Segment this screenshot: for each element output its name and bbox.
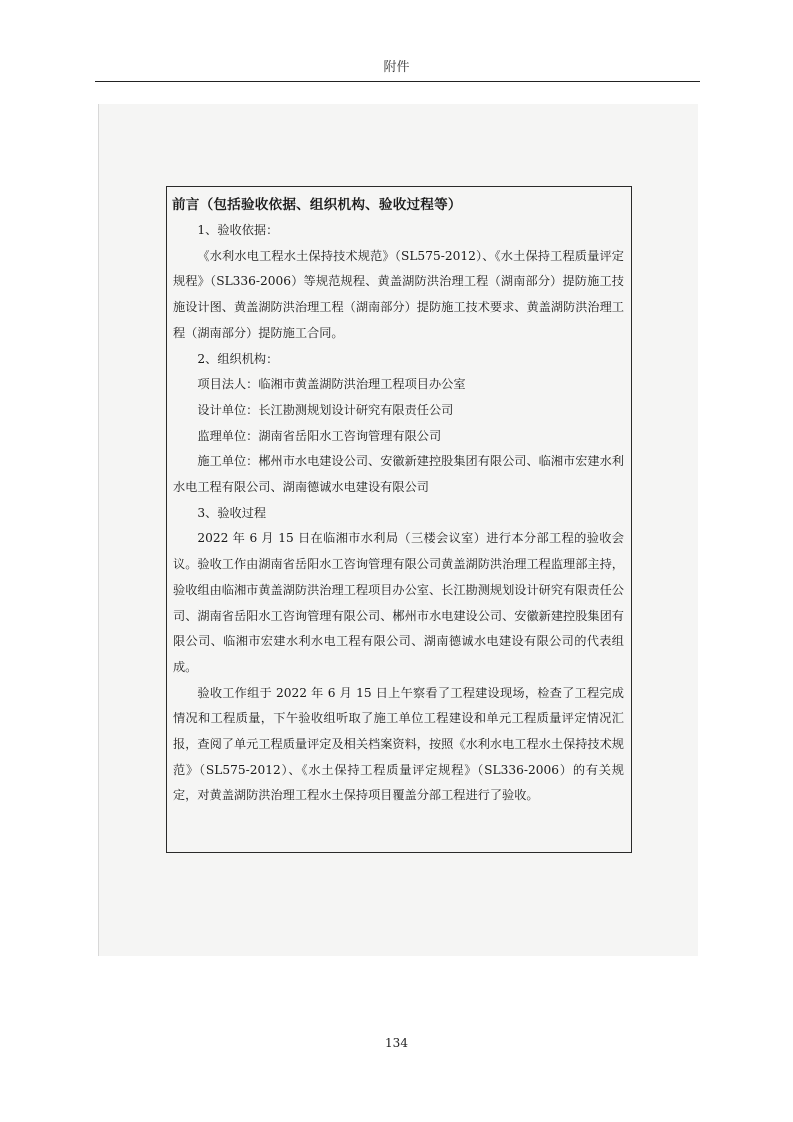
preface-box xyxy=(166,186,632,853)
basis-title: 1、验收依据： xyxy=(197,223,279,237)
page-number: 134 xyxy=(385,1036,408,1050)
organization-project-owner: 项目法人：临湘市黄盖湖防洪治理工程项目办公室 xyxy=(197,377,466,392)
basis-text: 《水利水电工程水土保持技术规范》（SL575-2012）、《水土保持工程质量评定规程》（SL336-2006）等规范规程、黄盖湖防洪治理工程（湖南部分）提防施工技施设计图、黄盖湖防洪治理工程（湖南部分）提防施工技术要求、黄盖湖防洪治理工程（湖南部分）提防施工合同。 xyxy=(173,248,624,340)
organization-construction-units: 施工单位：郴州市水电建设公司、安徽新建控股集团有限公司、临湘市宏建水利水电工程有限公司、湖南德诚水电建设有限公司 xyxy=(173,454,624,495)
process-title: 3、验收过程 xyxy=(197,505,267,520)
organization-design-unit: 设计单位：长江勘测规划设计研究有限责任公司 xyxy=(197,402,454,417)
header-divider xyxy=(95,81,700,82)
process-paragraph-meeting: 2022 年 6 月 15 日在临湘市水利局（三楼会议室）进行本分部工程的验收会议。验收工作由湖南省岳阳水工咨询管理有限公司黄盖湖防洪治理工程监理部主持，验收组由临湘市黄盖湖防洪治理工程项目办公室、长江勘测规划设计研究有限责任公司、湖南省岳阳水工咨询管理有限公司、郴州市水电建设公司、安徽新建控股集团有限公司、临湘市宏建水利水电工程有限公司、湖南德诚水电建设有限公司的代表组成。 xyxy=(173,531,624,674)
organization-supervision-unit: 监理单位：湖南省岳阳水工咨询管理有限公司 xyxy=(197,428,442,443)
process-paragraph-inspection: 验收工作组于 2022 年 6 月 15 日上午察看了工程建设现场，检查了工程完成情况和工程质量，下午验收组听取了施工单位工程建设和单元工程质量评定情况汇报，查阅了单元工程质量评定及相关档案资料，按照《水利水电工程水土保持技术规范》（SL575-2012）、《水土保持工程质量评定规程》（SL336-2006）的有关规定，对黄盖湖防洪治理工程水土保持项目覆盖分部工程进行了验收。 xyxy=(173,685,624,803)
page-header-title: 附件 xyxy=(383,60,410,75)
preface-heading: 前言（包括验收依据、组织机构、验收过程等） xyxy=(172,197,462,213)
scan-edge-shadow xyxy=(98,104,99,956)
organization-title: 2、组织机构： xyxy=(197,351,279,366)
